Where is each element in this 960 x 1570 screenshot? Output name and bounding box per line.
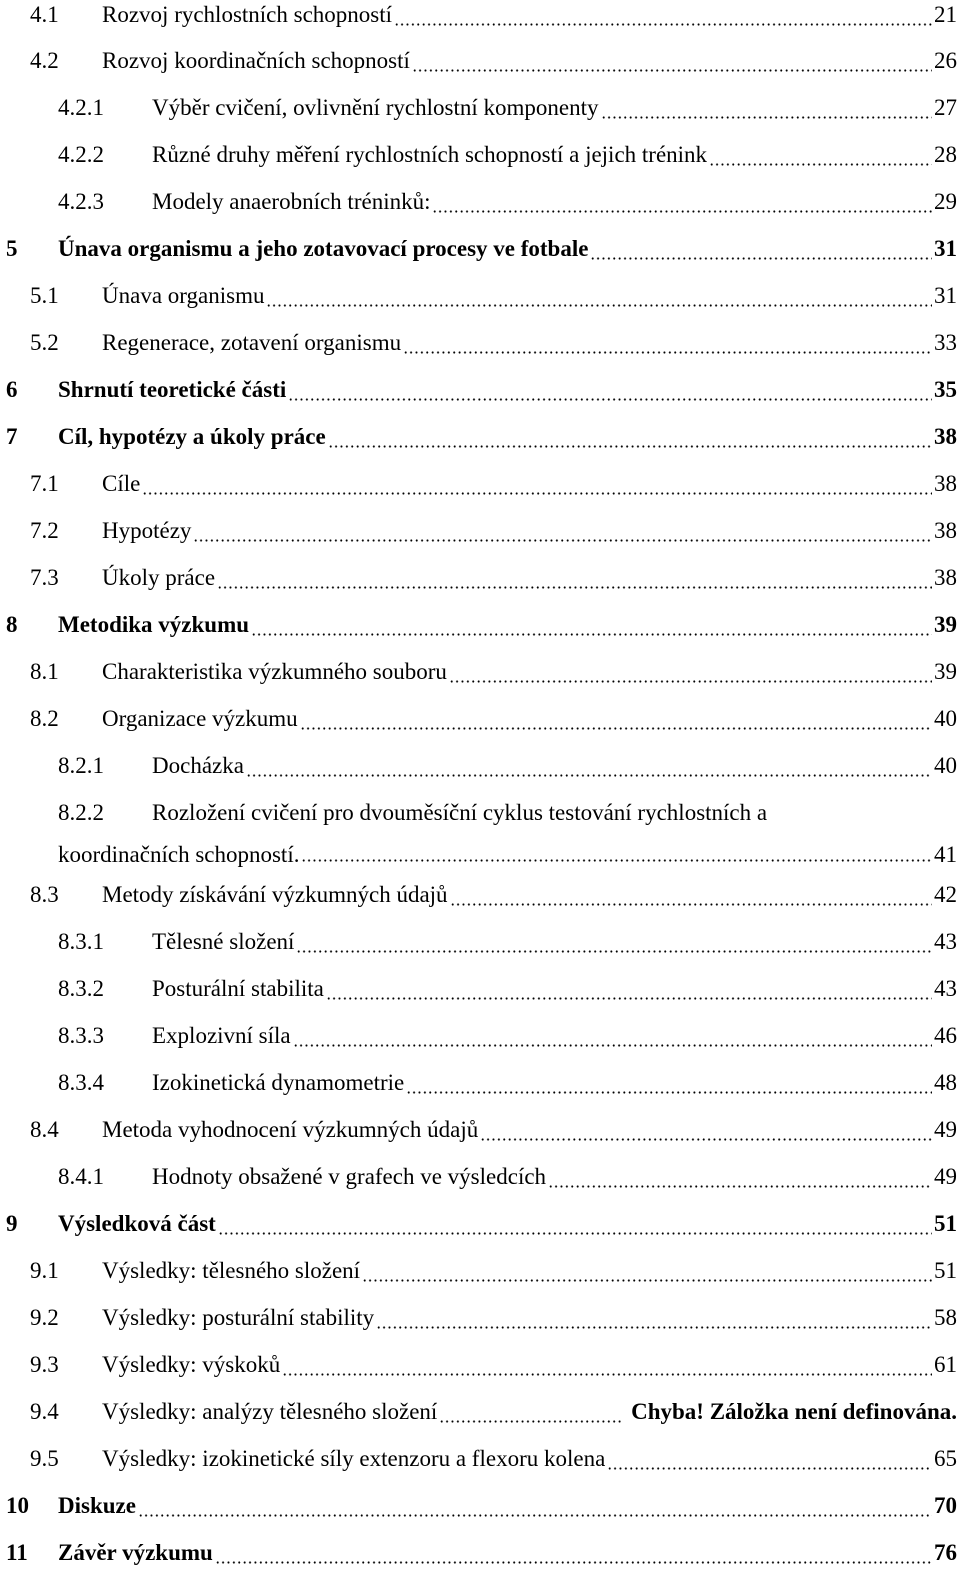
toc-entry-number: 9.3 (30, 1352, 59, 1377)
toc-entry-page: 21 (934, 2, 957, 27)
toc-entry-error: Chyba! Záložka není definována. (631, 1399, 957, 1424)
dot-leader (450, 903, 932, 906)
toc-entry-number: 8.3.4 (58, 1070, 104, 1095)
toc-entry-number: 10 (6, 1493, 29, 1518)
toc-entry[interactable] (0, 328, 960, 358)
toc-entry-title: Hodnoty obsažené v grafech ve výsledcích (152, 1164, 547, 1189)
dot-leader (328, 445, 932, 448)
toc-entry[interactable] (0, 281, 960, 311)
toc-entry-page: 65 (934, 1446, 957, 1471)
toc-entry-page: 27 (934, 95, 957, 120)
toc-entry-page: 38 (934, 471, 957, 496)
toc-entry-page: 48 (934, 1070, 957, 1095)
toc-entry-title: Rozložení cvičení pro dvouměsíční cyklus testování rychlostních a (152, 800, 768, 825)
dot-leader (449, 680, 932, 683)
toc-entry-title-continued: koordinačních schopností. (58, 842, 300, 867)
toc-entry[interactable] (0, 1538, 960, 1568)
dot-leader (394, 23, 932, 26)
toc-entry-page: 33 (934, 330, 957, 355)
toc-entry-page: 35 (934, 377, 957, 402)
dot-leader (288, 398, 932, 401)
toc-entry-title: Metoda vyhodnocení výzkumných údajů (102, 1117, 479, 1142)
dot-leader (293, 1044, 932, 1047)
dot-leader (480, 1138, 932, 1141)
dot-leader (142, 492, 932, 495)
toc-entry-page: 46 (934, 1023, 957, 1048)
toc-entry-title: Diskuze (58, 1493, 136, 1518)
toc-entry-number: 6 (6, 377, 18, 402)
toc-entry[interactable] (0, 187, 960, 217)
toc-entry[interactable] (0, 798, 960, 874)
toc-entry[interactable] (0, 974, 960, 1004)
toc-entry-title: Shrnutí teoretické části (58, 377, 287, 402)
toc-entry-number: 8.3.3 (58, 1023, 104, 1048)
toc-entry-page: 40 (934, 753, 957, 778)
toc-entry-title: Modely anaerobních tréninků: (152, 189, 431, 214)
toc-entry-title: Výsledky: tělesného složení (102, 1258, 361, 1283)
toc-entry-number: 5.1 (30, 283, 59, 308)
toc-entry-number: 7.3 (30, 565, 59, 590)
dot-leader (296, 950, 932, 953)
toc-entry-title: Izokinetická dynamometrie (152, 1070, 405, 1095)
toc-entry-page: 43 (934, 976, 957, 1001)
toc-entry-number: 8 (6, 612, 18, 637)
toc-entry-number: 4.2 (30, 48, 59, 73)
dot-leader (607, 1467, 932, 1470)
toc-entry[interactable] (0, 1256, 960, 1286)
toc-entry-title: Docházka (152, 753, 244, 778)
toc-entry-page: 49 (934, 1117, 957, 1142)
toc-entry-title: Charakteristika výzkumného souboru (102, 659, 447, 684)
dot-leader (601, 116, 933, 119)
dot-leader (412, 69, 932, 72)
toc-entry-title: Výsledky: izokinetické síly extenzoru a flexoru kolena (102, 1446, 606, 1471)
toc-entry-title: Organizace výzkumu (102, 706, 298, 731)
toc-entry-number: 7 (6, 424, 18, 449)
toc-entry-number: 8.1 (30, 659, 59, 684)
toc-entry-number: 9.4 (30, 1399, 59, 1424)
toc-entry-title: Posturální stabilita (152, 976, 324, 1001)
toc-entry-title: Výsledky: výskoků (102, 1352, 281, 1377)
toc-entry[interactable] (0, 657, 960, 687)
toc-entry-number: 8.3 (30, 882, 59, 907)
toc-entry-page: 43 (934, 929, 957, 954)
toc-entry-page: 28 (934, 142, 957, 167)
toc-entry-page: 39 (934, 659, 957, 684)
toc-entry-number: 5.2 (30, 330, 59, 355)
toc-entry-page: 51 (934, 1211, 957, 1236)
toc-entry[interactable] (0, 422, 960, 452)
toc-entry-page: 61 (934, 1352, 957, 1377)
toc-entry-title: Výsledky: posturální stability (102, 1305, 375, 1330)
toc-entry-title: Únava organismu a jeho zotavovací procesy ve fotbale (58, 236, 589, 261)
toc-entry-title: Úkoly práce (102, 565, 216, 590)
toc-entry[interactable] (0, 0, 960, 30)
toc-entry[interactable] (0, 46, 960, 76)
dot-leader (300, 727, 932, 730)
toc-entry[interactable] (0, 234, 960, 264)
toc-entry-number: 8.4 (30, 1117, 59, 1142)
toc-entry-title: Závěr výzkumu (58, 1540, 213, 1565)
dot-leader (266, 304, 932, 307)
toc-entry-title: Rozvoj koordinačních schopností (102, 48, 410, 73)
toc-entry[interactable] (0, 1444, 960, 1474)
toc-entry-title: Únava organismu (102, 283, 265, 308)
toc-entry-page: 41 (934, 842, 957, 867)
toc-entry-number: 9 (6, 1211, 18, 1236)
toc-entry-page: 70 (934, 1493, 957, 1518)
toc-entry-number: 9.2 (30, 1305, 59, 1330)
toc-entry-title: Metody získávání výzkumných údajů (102, 882, 448, 907)
toc-entry-page: 26 (934, 48, 957, 73)
toc-entry[interactable] (0, 469, 960, 499)
dot-leader (439, 1420, 623, 1423)
toc-entry[interactable] (0, 93, 960, 123)
toc-entry-number: 8.2.1 (58, 753, 104, 778)
toc-entry-number: 5 (6, 236, 18, 261)
toc-entry[interactable] (0, 1397, 960, 1427)
toc-entry-number: 4.2.1 (58, 95, 104, 120)
toc-entry-title: Výběr cvičení, ovlivnění rychlostní komponenty (152, 95, 599, 120)
toc-entry[interactable] (0, 1162, 960, 1192)
toc-entry-number: 8.3.2 (58, 976, 104, 1001)
toc-entry-number: 4.2.3 (58, 189, 104, 214)
toc-entry-number: 7.1 (30, 471, 59, 496)
toc-entry-number: 9.5 (30, 1446, 59, 1471)
toc-entry[interactable] (0, 563, 960, 593)
toc-entry-page: 49 (934, 1164, 957, 1189)
toc-entry-title: Rozvoj rychlostních schopností (102, 2, 393, 27)
dot-leader (193, 539, 932, 542)
toc-entry-page: 31 (934, 236, 957, 261)
dot-leader (432, 210, 932, 213)
dot-leader (326, 997, 932, 1000)
dot-leader (709, 163, 932, 166)
dot-leader (215, 1561, 932, 1564)
dot-leader (590, 257, 932, 260)
toc-entry[interactable] (0, 1491, 960, 1521)
dot-leader (217, 586, 932, 589)
toc-entry[interactable] (0, 1021, 960, 1051)
dot-leader (376, 1326, 932, 1329)
toc-entry-title: Regenerace, zotavení organismu (102, 330, 402, 355)
dot-leader (282, 1373, 932, 1376)
toc-entry-title: Cíl, hypotézy a úkoly práce (58, 424, 326, 449)
toc-entry-title: Výsledky: analýzy tělesného složení (102, 1399, 438, 1424)
dot-leader (403, 351, 932, 354)
toc-entry[interactable] (0, 516, 960, 546)
dot-leader (138, 1514, 932, 1517)
toc-entry[interactable] (0, 751, 960, 781)
toc-entry-number: 8.2.2 (58, 800, 104, 825)
toc-entry-page: 51 (934, 1258, 957, 1283)
toc-entry-number: 8.2 (30, 706, 59, 731)
toc-entry-title: Explozivní síla (152, 1023, 291, 1048)
toc-entry-title: Různé druhy měření rychlostních schopností a jejich trénink (152, 142, 708, 167)
toc-entry-title: Hypotézy (102, 518, 192, 543)
dot-leader (218, 1232, 932, 1235)
toc-entry-title: Tělesné složení (152, 929, 295, 954)
toc-entry-number: 9.1 (30, 1258, 59, 1283)
toc-entry[interactable] (0, 880, 960, 910)
dot-leader (251, 633, 932, 636)
dot-leader (406, 1091, 932, 1094)
toc-entry[interactable] (0, 1209, 960, 1239)
toc-entry[interactable] (0, 1068, 960, 1098)
toc-entry-page: 39 (934, 612, 957, 637)
toc-entry-page: 76 (934, 1540, 957, 1565)
dot-leader (548, 1185, 932, 1188)
toc-entry-page: 38 (934, 424, 957, 449)
toc-entry[interactable] (0, 1350, 960, 1380)
toc-entry-page: 38 (934, 518, 957, 543)
toc-entry-number: 4.2.2 (58, 142, 104, 167)
toc-entry-title: Výsledková část (58, 1211, 216, 1236)
toc-entry[interactable] (0, 610, 960, 640)
toc-entry-title: Cíle (102, 471, 141, 496)
toc-entry-page: 31 (934, 283, 957, 308)
toc-entry-title: Metodika výzkumu (58, 612, 250, 637)
toc-entry-page: 58 (934, 1305, 957, 1330)
toc-entry[interactable] (0, 704, 960, 734)
toc-entry[interactable] (0, 927, 960, 957)
toc-entry-page: 40 (934, 706, 957, 731)
dot-leader (301, 859, 932, 862)
toc-entry[interactable] (0, 1115, 960, 1145)
toc-entry-page: 38 (934, 565, 957, 590)
toc-entry-page: 29 (934, 189, 957, 214)
toc-entry[interactable] (0, 140, 960, 170)
toc-entry-number: 4.1 (30, 2, 59, 27)
toc-entry-number: 11 (6, 1540, 28, 1565)
toc-entry[interactable] (0, 375, 960, 405)
toc-entry-number: 8.4.1 (58, 1164, 104, 1189)
toc-entry-page: 42 (934, 882, 957, 907)
toc-entry[interactable] (0, 1303, 960, 1333)
toc-entry-number: 7.2 (30, 518, 59, 543)
toc-entry-number: 8.3.1 (58, 929, 104, 954)
dot-leader (362, 1279, 932, 1282)
dot-leader (246, 774, 932, 777)
